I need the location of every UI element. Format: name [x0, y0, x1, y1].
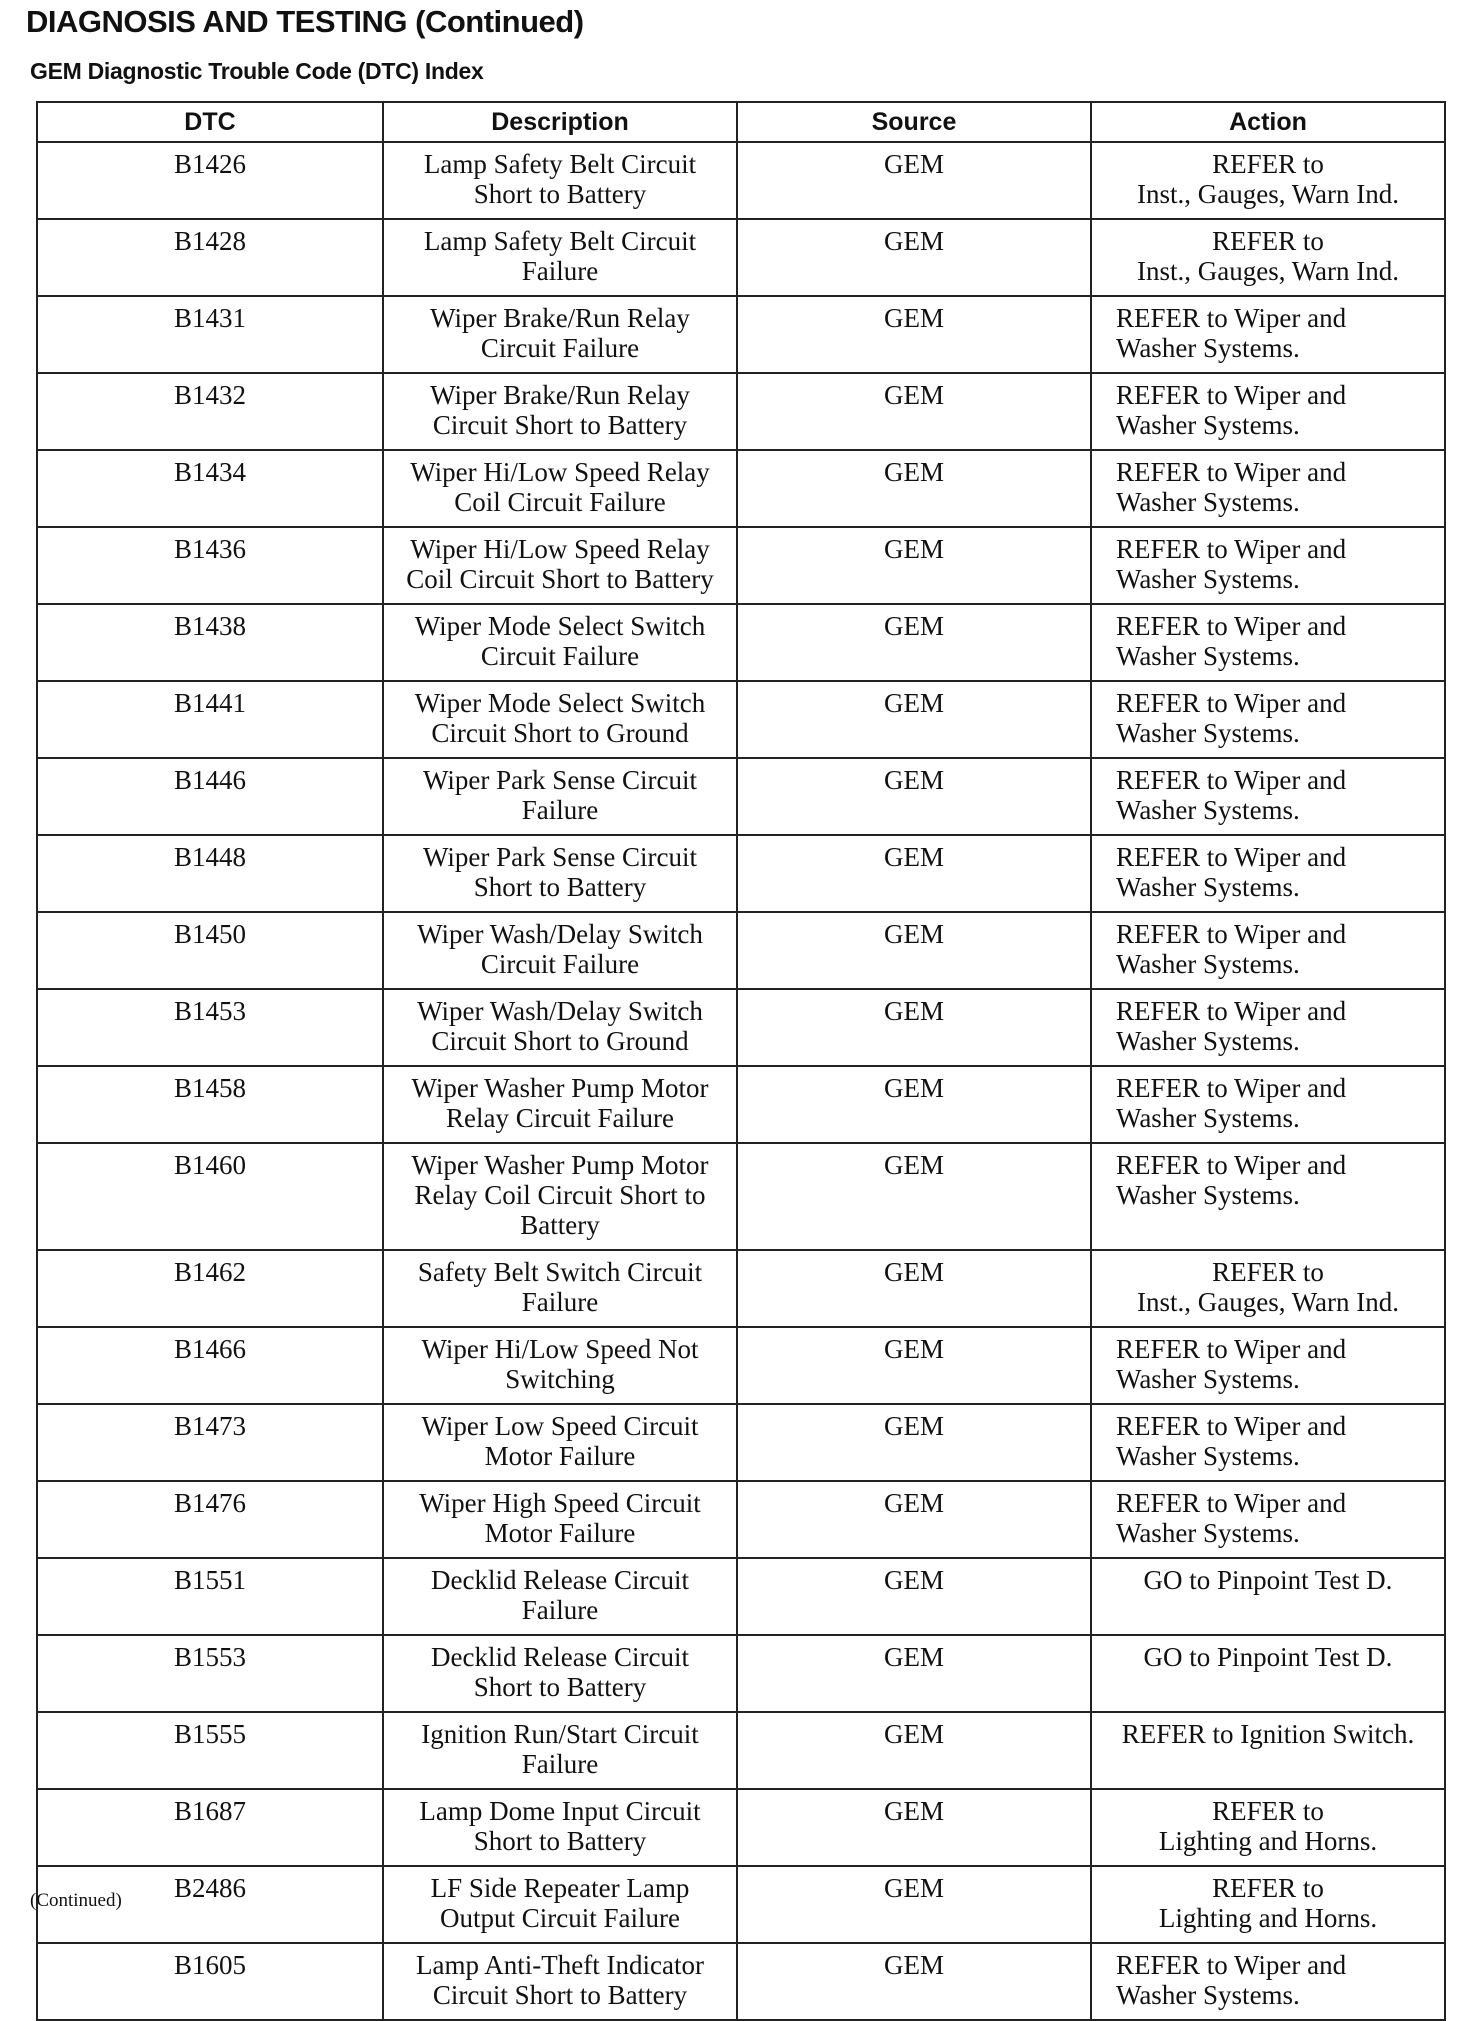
action-line: Washer Systems.	[1116, 641, 1300, 671]
table-row	[37, 1866, 1445, 1943]
action-line: Washer Systems.	[1116, 564, 1300, 594]
action-line: Lighting and Horns.	[1158, 1903, 1378, 1933]
table-row	[37, 450, 1445, 527]
dtc-code: B1453	[37, 989, 383, 1066]
dtc-action	[1091, 1789, 1445, 1866]
dtc-code: B1446	[37, 758, 383, 835]
dtc-source: GEM	[737, 219, 1091, 296]
description-line: Wiper Hi/Low Speed Relay	[410, 534, 710, 564]
description-line: Motor Failure	[484, 1441, 636, 1471]
page-heading: DIAGNOSIS AND TESTING (Continued)	[26, 4, 584, 39]
header-source: Source	[737, 102, 1091, 142]
dtc-action	[1091, 1143, 1445, 1250]
description-line: Lamp Anti-Theft Indicator	[416, 1950, 704, 1980]
dtc-description	[383, 1250, 737, 1327]
dtc-code: B1431	[37, 296, 383, 373]
dtc-code: B1441	[37, 681, 383, 758]
description-line: Coil Circuit Short to Battery	[406, 564, 714, 594]
description-line: Failure	[521, 1595, 599, 1625]
description-line: Switching	[505, 1364, 615, 1394]
dtc-source: GEM	[737, 1635, 1091, 1712]
table-row	[37, 219, 1445, 296]
table-row	[37, 1712, 1445, 1789]
dtc-source: GEM	[737, 1143, 1091, 1250]
dtc-description	[383, 373, 737, 450]
action-line: Washer Systems.	[1116, 1103, 1300, 1133]
dtc-code: B1473	[37, 1404, 383, 1481]
action-line: Washer Systems.	[1116, 1364, 1300, 1394]
description-line: Lamp Dome Input Circuit	[419, 1796, 701, 1826]
dtc-description	[383, 296, 737, 373]
description-line: Decklid Release Circuit	[431, 1565, 689, 1595]
description-line: Wiper Wash/Delay Switch	[417, 919, 703, 949]
dtc-code: B1476	[37, 1481, 383, 1558]
dtc-description	[383, 1943, 737, 2020]
action-line: Inst., Gauges, Warn Ind.	[1136, 256, 1400, 286]
dtc-source: GEM	[737, 604, 1091, 681]
dtc-description	[383, 1712, 737, 1789]
dtc-code: B1466	[37, 1327, 383, 1404]
dtc-action	[1091, 1066, 1445, 1143]
description-line: Ignition Run/Start Circuit	[421, 1719, 699, 1749]
description-line: Lamp Safety Belt Circuit	[423, 149, 697, 179]
table-row	[37, 1404, 1445, 1481]
dtc-action	[1091, 604, 1445, 681]
action-line: REFER to	[1212, 1873, 1324, 1903]
dtc-source: GEM	[737, 527, 1091, 604]
table-row	[37, 1481, 1445, 1558]
table-row	[37, 1327, 1445, 1404]
dtc-description	[383, 1404, 737, 1481]
table-row	[37, 1558, 1445, 1635]
action-line: REFER to Wiper and	[1116, 996, 1347, 1026]
dtc-action	[1091, 1943, 1445, 2020]
table-row	[37, 1143, 1445, 1250]
description-line: Circuit Short to Battery	[432, 1980, 688, 2010]
dtc-description	[383, 835, 737, 912]
action-line: Washer Systems.	[1116, 718, 1300, 748]
dtc-action	[1091, 527, 1445, 604]
dtc-source: GEM	[737, 1866, 1091, 1943]
dtc-source: GEM	[737, 912, 1091, 989]
dtc-code: B1460	[37, 1143, 383, 1250]
dtc-code: B1555	[37, 1712, 383, 1789]
description-line: Wiper Park Sense Circuit	[422, 765, 698, 795]
dtc-index-table	[36, 101, 1446, 2021]
dtc-action	[1091, 1404, 1445, 1481]
description-line: Circuit Short to Ground	[431, 718, 689, 748]
description-line: Wiper Washer Pump Motor	[411, 1150, 709, 1180]
table-row	[37, 527, 1445, 604]
dtc-action	[1091, 1866, 1445, 1943]
table-row	[37, 912, 1445, 989]
description-line: Relay Coil Circuit Short to	[414, 1180, 706, 1210]
action-line: Washer Systems.	[1116, 333, 1300, 363]
dtc-code: B1448	[37, 835, 383, 912]
dtc-source: GEM	[737, 1943, 1091, 2020]
description-line: Decklid Release Circuit	[431, 1642, 689, 1672]
dtc-source: GEM	[737, 450, 1091, 527]
header-description: Description	[383, 102, 737, 142]
table-row	[37, 296, 1445, 373]
description-line: Short to Battery	[473, 179, 647, 209]
table-header-row	[37, 102, 1445, 142]
table-row	[37, 142, 1445, 219]
dtc-source: GEM	[737, 835, 1091, 912]
description-line: Wiper Washer Pump Motor	[411, 1073, 709, 1103]
dtc-action	[1091, 835, 1445, 912]
action-line: Washer Systems.	[1116, 949, 1300, 979]
dtc-source: GEM	[737, 296, 1091, 373]
dtc-description	[383, 450, 737, 527]
action-line: REFER to Wiper and	[1116, 380, 1347, 410]
description-line: Wiper Hi/Low Speed Not	[421, 1334, 699, 1364]
dtc-description	[383, 681, 737, 758]
action-line: Washer Systems.	[1116, 1518, 1300, 1548]
table-caption: GEM Diagnostic Trouble Code (DTC) Index	[30, 58, 484, 84]
dtc-description	[383, 219, 737, 296]
dtc-action	[1091, 1327, 1445, 1404]
action-line: Lighting and Horns.	[1158, 1826, 1378, 1856]
dtc-code: B1438	[37, 604, 383, 681]
dtc-action	[1091, 142, 1445, 219]
dtc-action	[1091, 758, 1445, 835]
dtc-action	[1091, 681, 1445, 758]
dtc-description	[383, 1866, 737, 1943]
action-line: REFER to Wiper and	[1116, 303, 1347, 333]
dtc-description	[383, 758, 737, 835]
action-line: Inst., Gauges, Warn Ind.	[1136, 1287, 1400, 1317]
dtc-description	[383, 1481, 737, 1558]
action-line: Inst., Gauges, Warn Ind.	[1136, 179, 1400, 209]
dtc-code: B1553	[37, 1635, 383, 1712]
dtc-code: B1432	[37, 373, 383, 450]
description-line: Short to Battery	[473, 1672, 647, 1702]
action-line: REFER to Wiper and	[1116, 842, 1347, 872]
dtc-source: GEM	[737, 681, 1091, 758]
table-row	[37, 989, 1445, 1066]
action-line: REFER to Wiper and	[1116, 1488, 1347, 1518]
description-line: Wiper Hi/Low Speed Relay	[410, 457, 710, 487]
description-line: Failure	[521, 1287, 599, 1317]
dtc-source: GEM	[737, 1712, 1091, 1789]
dtc-description	[383, 1143, 737, 1250]
dtc-action	[1091, 1635, 1445, 1712]
description-line: Failure	[521, 795, 599, 825]
description-line: Motor Failure	[484, 1518, 636, 1548]
dtc-description	[383, 1327, 737, 1404]
dtc-action	[1091, 450, 1445, 527]
dtc-description	[383, 527, 737, 604]
table-body	[37, 142, 1445, 2020]
action-line: REFER to	[1212, 1257, 1324, 1287]
action-line: Washer Systems.	[1116, 795, 1300, 825]
description-line: Wiper Brake/Run Relay	[430, 380, 690, 410]
table-row	[37, 1789, 1445, 1866]
action-line: REFER to	[1212, 1796, 1324, 1826]
dtc-code: B1605	[37, 1943, 383, 2020]
description-line: Battery	[520, 1210, 600, 1240]
description-line: Circuit Failure	[480, 333, 640, 363]
table-row	[37, 1066, 1445, 1143]
continued-note: (Continued)	[30, 1890, 122, 1911]
description-line: Failure	[521, 1749, 599, 1779]
description-line: Output Circuit Failure	[440, 1903, 680, 1933]
description-line: Wiper Mode Select Switch	[414, 688, 706, 718]
dtc-action	[1091, 296, 1445, 373]
dtc-code: B1458	[37, 1066, 383, 1143]
dtc-code: B1462	[37, 1250, 383, 1327]
action-line: REFER to Wiper and	[1116, 1411, 1347, 1441]
action-line: REFER to	[1212, 149, 1324, 179]
dtc-description	[383, 1789, 737, 1866]
action-line: REFER to Wiper and	[1116, 457, 1347, 487]
description-line: Lamp Safety Belt Circuit	[423, 226, 697, 256]
dtc-description	[383, 1635, 737, 1712]
dtc-description	[383, 604, 737, 681]
table-row	[37, 1635, 1445, 1712]
header-action: Action	[1091, 102, 1445, 142]
description-line: Wiper Wash/Delay Switch	[417, 996, 703, 1026]
table-row	[37, 681, 1445, 758]
action-line: Washer Systems.	[1116, 872, 1300, 902]
description-line: Circuit Failure	[480, 641, 640, 671]
description-line: Wiper Low Speed Circuit	[421, 1411, 699, 1441]
action-line: REFER to Wiper and	[1116, 1073, 1347, 1103]
action-line: REFER to	[1212, 226, 1324, 256]
action-line: REFER to Wiper and	[1116, 688, 1347, 718]
dtc-code: B1687	[37, 1789, 383, 1866]
dtc-action	[1091, 1558, 1445, 1635]
description-line: Failure	[521, 256, 599, 286]
description-line: LF Side Repeater Lamp	[430, 1873, 690, 1903]
table-row	[37, 835, 1445, 912]
description-line: Short to Battery	[473, 872, 647, 902]
action-line: GO to Pinpoint Test D.	[1143, 1642, 1393, 1672]
action-line: REFER to Wiper and	[1116, 765, 1347, 795]
dtc-source: GEM	[737, 1066, 1091, 1143]
action-line: REFER to Wiper and	[1116, 919, 1347, 949]
dtc-action	[1091, 1250, 1445, 1327]
dtc-description	[383, 1558, 737, 1635]
action-line: REFER to Wiper and	[1116, 534, 1347, 564]
dtc-code: B1450	[37, 912, 383, 989]
table-row	[37, 373, 1445, 450]
dtc-code: B1434	[37, 450, 383, 527]
action-line: GO to Pinpoint Test D.	[1143, 1565, 1393, 1595]
dtc-source: GEM	[737, 758, 1091, 835]
description-line: Coil Circuit Failure	[454, 487, 666, 517]
action-line: REFER to Wiper and	[1116, 1150, 1347, 1180]
dtc-source: GEM	[737, 1327, 1091, 1404]
dtc-action	[1091, 912, 1445, 989]
dtc-source: GEM	[737, 989, 1091, 1066]
dtc-description	[383, 912, 737, 989]
action-line: Washer Systems.	[1116, 1980, 1300, 2010]
dtc-action	[1091, 1712, 1445, 1789]
dtc-description	[383, 989, 737, 1066]
dtc-action	[1091, 219, 1445, 296]
action-line: Washer Systems.	[1116, 487, 1300, 517]
dtc-action	[1091, 1481, 1445, 1558]
action-line: REFER to Wiper and	[1116, 611, 1347, 641]
dtc-source: GEM	[737, 142, 1091, 219]
description-line: Wiper Brake/Run Relay	[430, 303, 690, 333]
dtc-source: GEM	[737, 1558, 1091, 1635]
description-line: Wiper High Speed Circuit	[419, 1488, 701, 1518]
description-line: Safety Belt Switch Circuit	[417, 1257, 703, 1287]
dtc-source: GEM	[737, 373, 1091, 450]
description-line: Relay Circuit Failure	[446, 1103, 674, 1133]
action-line: Washer Systems.	[1116, 1180, 1300, 1210]
dtc-code: B2486	[37, 1866, 383, 1943]
table-row	[37, 604, 1445, 681]
description-line: Wiper Park Sense Circuit	[422, 842, 698, 872]
description-line: Short to Battery	[473, 1826, 647, 1856]
dtc-code: B1426	[37, 142, 383, 219]
dtc-code: B1551	[37, 1558, 383, 1635]
action-line: Washer Systems.	[1116, 410, 1300, 440]
dtc-description	[383, 142, 737, 219]
dtc-description	[383, 1066, 737, 1143]
dtc-action	[1091, 373, 1445, 450]
description-line: Circuit Failure	[480, 949, 640, 979]
dtc-action	[1091, 989, 1445, 1066]
dtc-source: GEM	[737, 1404, 1091, 1481]
action-line: REFER to Ignition Switch.	[1121, 1719, 1415, 1749]
action-line: Washer Systems.	[1116, 1026, 1300, 1056]
dtc-source: GEM	[737, 1481, 1091, 1558]
dtc-code: B1428	[37, 219, 383, 296]
action-line: Washer Systems.	[1116, 1441, 1300, 1471]
header-dtc: DTC	[37, 102, 383, 142]
table-row	[37, 1250, 1445, 1327]
action-line: REFER to Wiper and	[1116, 1334, 1347, 1364]
dtc-source: GEM	[737, 1250, 1091, 1327]
description-line: Wiper Mode Select Switch	[414, 611, 706, 641]
dtc-source: GEM	[737, 1789, 1091, 1866]
table-row	[37, 758, 1445, 835]
table-row	[37, 1943, 1445, 2020]
action-line: REFER to Wiper and	[1116, 1950, 1347, 1980]
dtc-code: B1436	[37, 527, 383, 604]
description-line: Circuit Short to Battery	[432, 410, 688, 440]
description-line: Circuit Short to Ground	[431, 1026, 689, 1056]
